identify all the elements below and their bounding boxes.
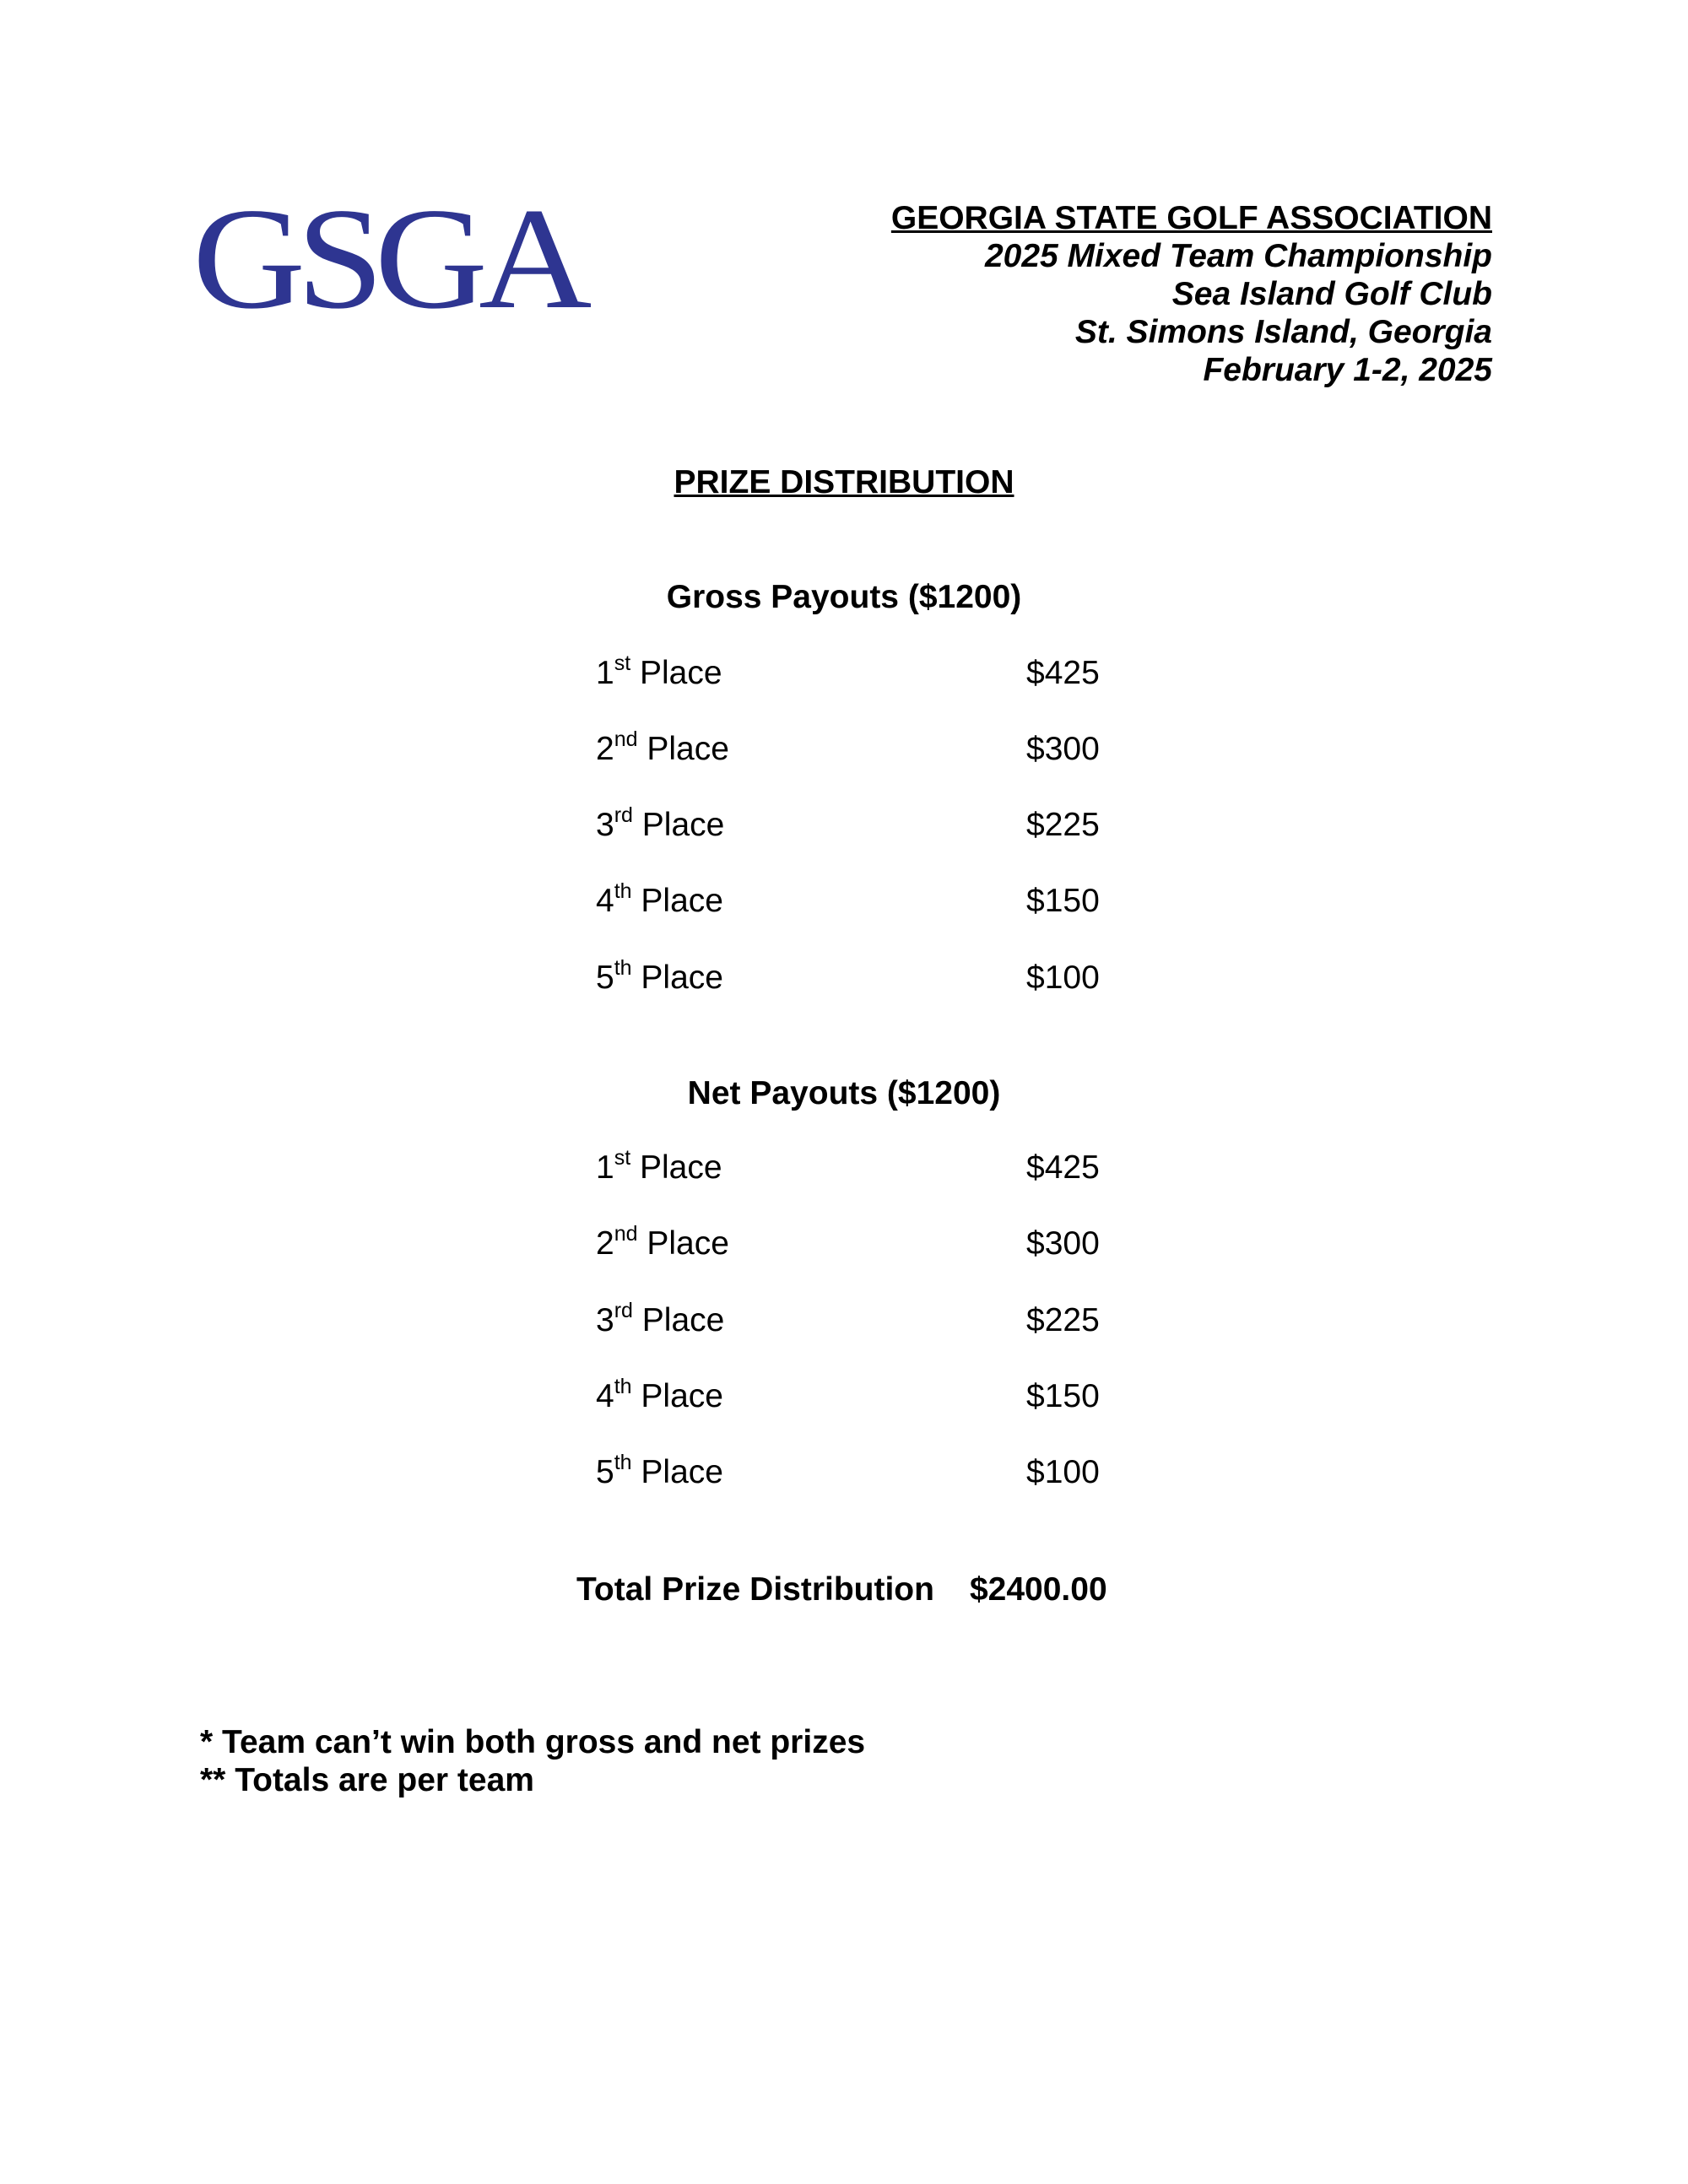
payout-amount: $150 bbox=[1026, 1378, 1100, 1414]
place-label: 4th Place bbox=[596, 1375, 723, 1414]
payout-amount: $425 bbox=[1026, 655, 1100, 691]
footnotes bbox=[200, 1723, 865, 1799]
gross-payouts-heading: Gross Payouts ($1200) bbox=[666, 579, 1022, 615]
footnote-2: ** Totals are per team bbox=[200, 1762, 534, 1798]
payout-amount: $100 bbox=[1026, 1454, 1100, 1490]
place-label: 4th Place bbox=[596, 879, 723, 919]
event-name: 2025 Mixed Team Championship bbox=[984, 238, 1492, 274]
payout-amount: $225 bbox=[1026, 807, 1100, 843]
event-dates: February 1-2, 2025 bbox=[1203, 352, 1492, 388]
net-row-4 bbox=[596, 1375, 1119, 1415]
total-label: Total Prize Distribution bbox=[576, 1571, 934, 1608]
place-label: 5th Place bbox=[596, 1451, 723, 1490]
payout-amount: $100 bbox=[1026, 960, 1100, 996]
total-prize-distribution bbox=[576, 1571, 1107, 1608]
document-header bbox=[891, 199, 1492, 389]
place-label: 3rd Place bbox=[596, 803, 725, 843]
payout-amount: $300 bbox=[1026, 1225, 1100, 1262]
payout-amount: $425 bbox=[1026, 1149, 1100, 1186]
gsga-logo bbox=[192, 179, 583, 339]
payout-amount: $300 bbox=[1026, 731, 1100, 767]
organization-name: GEORGIA STATE GOLF ASSOCIATION bbox=[890, 200, 1492, 236]
gross-row-5 bbox=[596, 956, 1119, 997]
club-name: Sea Island Golf Club bbox=[1171, 276, 1492, 312]
place-label: 5th Place bbox=[596, 956, 723, 996]
gross-row-4 bbox=[596, 879, 1119, 920]
payout-amount: $150 bbox=[1026, 883, 1100, 919]
net-row-1 bbox=[596, 1146, 1119, 1187]
place-label: 1st Place bbox=[596, 1146, 722, 1186]
net-row-5 bbox=[596, 1451, 1119, 1491]
logo-text: GSGA bbox=[192, 179, 583, 339]
total-amount: $2400.00 bbox=[969, 1571, 1107, 1608]
place-label: 2nd Place bbox=[596, 727, 729, 767]
place-label: 1st Place bbox=[596, 651, 722, 691]
gross-row-1 bbox=[596, 651, 1119, 692]
gross-row-2 bbox=[596, 727, 1119, 768]
net-row-3 bbox=[596, 1299, 1119, 1339]
net-payouts-heading: Net Payouts ($1200) bbox=[687, 1075, 1001, 1111]
payout-amount: $225 bbox=[1026, 1302, 1100, 1338]
footnote-1: * Team can’t win both gross and net prizes bbox=[200, 1724, 866, 1760]
gross-row-3 bbox=[596, 803, 1119, 844]
event-location: St. Simons Island, Georgia bbox=[1074, 314, 1492, 350]
page-title: PRIZE DISTRIBUTION bbox=[674, 464, 1014, 500]
place-label: 2nd Place bbox=[596, 1222, 729, 1262]
net-row-2 bbox=[596, 1222, 1119, 1262]
place-label: 3rd Place bbox=[596, 1299, 725, 1338]
